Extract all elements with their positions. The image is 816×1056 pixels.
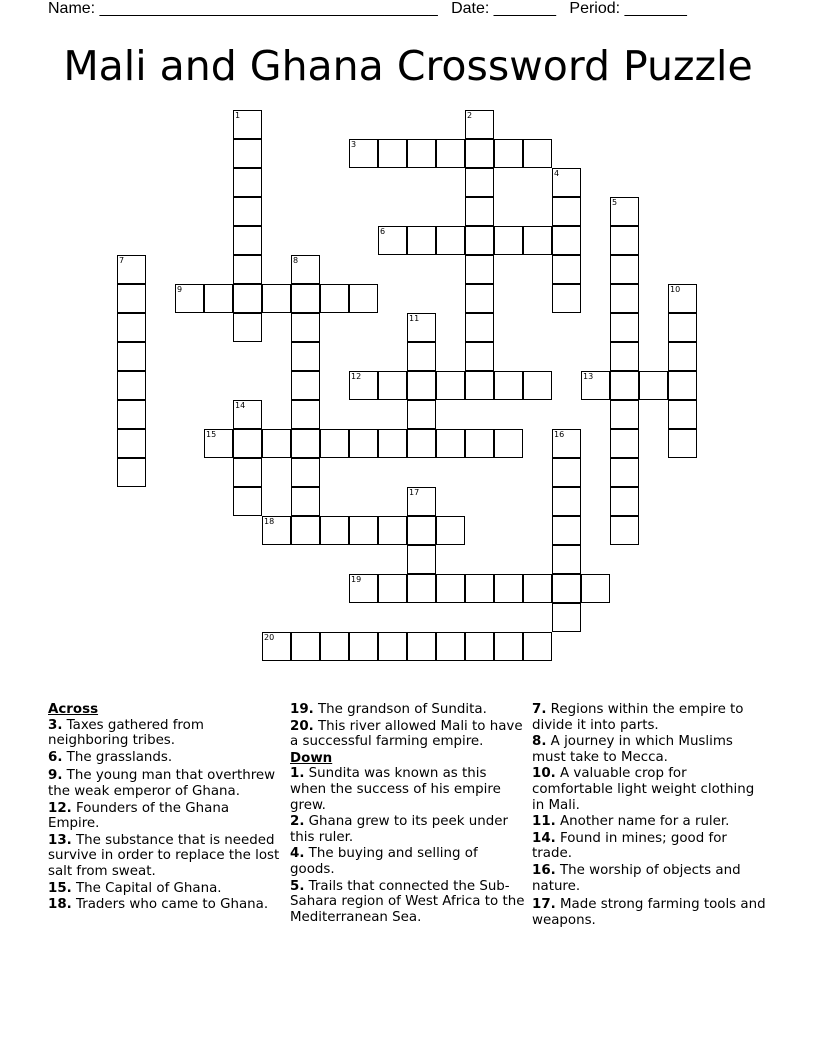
- grid-cell[interactable]: [320, 516, 349, 545]
- grid-cell[interactable]: [581, 574, 610, 603]
- clue-number: 6: [380, 227, 386, 236]
- grid-cell[interactable]: [610, 516, 639, 545]
- grid-cell[interactable]: [349, 632, 378, 661]
- grid-cell[interactable]: [117, 458, 146, 487]
- grid-cell[interactable]: [349, 429, 378, 458]
- clue-number: 19: [351, 575, 362, 584]
- grid-cell[interactable]: [233, 487, 262, 516]
- clue-number: 15: [206, 430, 217, 439]
- clue-number: 13: [583, 372, 594, 381]
- grid-cell[interactable]: [407, 516, 436, 545]
- clue-down-7: 7. Regions within the empire to divide it into parts.: [532, 702, 744, 733]
- grid-cell[interactable]: [465, 226, 494, 255]
- grid-cell[interactable]: [523, 574, 552, 603]
- grid-cell[interactable]: [465, 632, 494, 661]
- clue-across-15: 15. The Capital of Ghana.: [48, 880, 222, 896]
- grid-cell[interactable]: [291, 632, 320, 661]
- grid-cell[interactable]: [668, 284, 697, 313]
- grid-cell[interactable]: [291, 342, 320, 371]
- name-blank[interactable]: ______________________________________: [99, 0, 438, 17]
- date-blank[interactable]: _______: [493, 0, 557, 17]
- grid-cell[interactable]: [610, 487, 639, 516]
- clue-number: 14: [235, 401, 246, 410]
- clue-across-19: 19. The grandson of Sundita.: [290, 702, 487, 717]
- grid-cell[interactable]: [436, 516, 465, 545]
- grid-cell[interactable]: [407, 313, 436, 342]
- grid-cell[interactable]: [262, 632, 291, 661]
- across-title: Across: [48, 702, 99, 717]
- clue-number: 20: [264, 633, 275, 642]
- clue-number: 18: [264, 517, 275, 526]
- grid-cell[interactable]: [378, 139, 407, 168]
- grid-cell[interactable]: [233, 255, 262, 284]
- grid-cell[interactable]: [378, 371, 407, 400]
- page-title: Mali and Ghana Crossword Puzzle: [63, 42, 753, 90]
- grid-cell[interactable]: [552, 487, 581, 516]
- grid-cell[interactable]: [610, 255, 639, 284]
- grid-cell[interactable]: [436, 429, 465, 458]
- grid-cell[interactable]: [610, 226, 639, 255]
- grid-cell[interactable]: [262, 429, 291, 458]
- grid-cell[interactable]: [581, 371, 610, 400]
- grid-cell[interactable]: [233, 284, 262, 313]
- grid-cell[interactable]: [204, 429, 233, 458]
- grid-cell[interactable]: [262, 516, 291, 545]
- clue-number: 3: [351, 140, 357, 149]
- grid-cell[interactable]: [465, 255, 494, 284]
- clue-number: 1: [235, 111, 241, 120]
- grid-cell[interactable]: [523, 371, 552, 400]
- clue-down-4: 4. The buying and selling of goods.: [290, 846, 478, 877]
- grid-cell[interactable]: [552, 458, 581, 487]
- clue-down-11: 11. Another name for a ruler.: [532, 814, 730, 830]
- grid-cell[interactable]: [291, 516, 320, 545]
- grid-cell[interactable]: [349, 284, 378, 313]
- clue-number: 5: [612, 198, 618, 207]
- date-label: Date:: [451, 0, 490, 17]
- grid-cell[interactable]: [233, 400, 262, 429]
- grid-cell[interactable]: [494, 574, 523, 603]
- grid-cell[interactable]: [175, 284, 204, 313]
- grid-cell[interactable]: [320, 632, 349, 661]
- clue-number: 12: [351, 372, 362, 381]
- grid-cell[interactable]: [117, 400, 146, 429]
- grid-cell[interactable]: [117, 371, 146, 400]
- clue-down-1: 1. Sundita was known as this when the success of his empire grew.: [290, 766, 501, 813]
- grid-cell[interactable]: [552, 168, 581, 197]
- grid-cell[interactable]: [610, 284, 639, 313]
- grid-cell[interactable]: [233, 110, 262, 139]
- clue-across-18: 18. Traders who came to Ghana.: [48, 897, 269, 913]
- period-label: Period:: [569, 0, 621, 17]
- grid-cell[interactable]: [552, 226, 581, 255]
- grid-cell[interactable]: [668, 342, 697, 371]
- clue-number: 9: [177, 285, 183, 294]
- grid-cell[interactable]: [465, 574, 494, 603]
- grid-cell[interactable]: [407, 545, 436, 574]
- grid-cell[interactable]: [378, 516, 407, 545]
- clue-down-17: 17. Made strong farming tools and weapons.: [532, 897, 766, 928]
- grid-cell[interactable]: [349, 139, 378, 168]
- grid-cell[interactable]: [291, 255, 320, 284]
- grid-cell[interactable]: [552, 429, 581, 458]
- grid-cell[interactable]: [639, 371, 668, 400]
- clue-down-5: 5. Trails that connected the Sub-Sahara region of West Africa to the Mediterranean Sea.: [290, 878, 525, 925]
- grid-cell[interactable]: [117, 429, 146, 458]
- grid-cell[interactable]: [349, 371, 378, 400]
- grid-cell[interactable]: [610, 458, 639, 487]
- clue-number: 10: [670, 285, 681, 294]
- grid-cell[interactable]: [552, 284, 581, 313]
- clue-across-12: 12. Founders of the Ghana Empire.: [48, 800, 230, 832]
- period-blank[interactable]: _______: [624, 0, 687, 17]
- grid-cell[interactable]: [523, 226, 552, 255]
- grid-cell[interactable]: [610, 371, 639, 400]
- grid-cell[interactable]: [523, 139, 552, 168]
- clue-down-10: 10. A valuable crop for comfortable light weight clothing in Mali.: [532, 766, 755, 813]
- grid-cell[interactable]: [610, 197, 639, 226]
- grid-cell[interactable]: [610, 400, 639, 429]
- grid-cell[interactable]: [668, 371, 697, 400]
- clues-column-1: [48, 702, 284, 914]
- grid-cell[interactable]: [552, 545, 581, 574]
- grid-cell[interactable]: [494, 371, 523, 400]
- grid-cell[interactable]: [233, 139, 262, 168]
- grid-cell[interactable]: [291, 313, 320, 342]
- grid-cell[interactable]: [436, 574, 465, 603]
- grid-cell[interactable]: [668, 313, 697, 342]
- grid-cell[interactable]: [494, 226, 523, 255]
- grid-cell[interactable]: [552, 574, 581, 603]
- clue-across-13: 13. The substance that is needed survive in order to replace the lost salt from sweat.: [48, 832, 280, 879]
- grid-cell[interactable]: [407, 342, 436, 371]
- clue-number: 8: [293, 256, 299, 265]
- clue-down-16: 16. The worship of objects and nature.: [532, 862, 741, 894]
- grid-cell[interactable]: [436, 139, 465, 168]
- grid-cell[interactable]: [291, 487, 320, 516]
- grid-cell[interactable]: [465, 371, 494, 400]
- grid-cell[interactable]: [262, 284, 291, 313]
- grid-cell[interactable]: [233, 458, 262, 487]
- clues-column-3: [532, 702, 768, 929]
- grid-cell[interactable]: [407, 371, 436, 400]
- clue-number: 17: [409, 488, 420, 497]
- clues-column-2: [290, 702, 526, 926]
- grid-cell[interactable]: [552, 603, 581, 632]
- grid-cell[interactable]: [494, 429, 523, 458]
- grid-cell[interactable]: [465, 284, 494, 313]
- grid-cell[interactable]: [407, 487, 436, 516]
- grid-cell[interactable]: [407, 400, 436, 429]
- clue-across-6: 6. The grasslands.: [48, 749, 173, 765]
- clue-down-14: 14. Found in mines; good for trade.: [532, 830, 727, 862]
- grid-cell[interactable]: [465, 110, 494, 139]
- grid-cell[interactable]: [320, 284, 349, 313]
- grid-cell[interactable]: [610, 429, 639, 458]
- grid-cell[interactable]: [320, 429, 349, 458]
- grid-cell[interactable]: [523, 632, 552, 661]
- grid-cell[interactable]: [378, 429, 407, 458]
- clue-across-9: 9. The young man that overthrew the weak emperor of Ghana.: [48, 768, 276, 799]
- clue-across-3: 3. Taxes gathered from neighboring tribes.: [48, 717, 204, 749]
- grid-cell[interactable]: [233, 197, 262, 226]
- grid-cell[interactable]: [291, 429, 320, 458]
- grid-cell[interactable]: [291, 371, 320, 400]
- grid-cell[interactable]: [494, 139, 523, 168]
- grid-cell[interactable]: [552, 516, 581, 545]
- grid-cell[interactable]: [378, 226, 407, 255]
- grid-cell[interactable]: [610, 313, 639, 342]
- grid-cell[interactable]: [465, 139, 494, 168]
- grid-cell[interactable]: [233, 429, 262, 458]
- grid-cell[interactable]: [668, 429, 697, 458]
- grid-cell[interactable]: [494, 632, 523, 661]
- clue-across-20: 20. This river allowed Mali to have a successful farming empire.: [290, 718, 523, 750]
- grid-cell[interactable]: [552, 197, 581, 226]
- grid-cell[interactable]: [610, 342, 639, 371]
- grid-cell[interactable]: [291, 458, 320, 487]
- grid-cell[interactable]: [378, 632, 407, 661]
- grid-cell[interactable]: [465, 342, 494, 371]
- grid-cell[interactable]: [349, 516, 378, 545]
- grid-cell[interactable]: [407, 226, 436, 255]
- grid-cell[interactable]: [465, 313, 494, 342]
- grid-cell[interactable]: [668, 400, 697, 429]
- clue-number: 11: [409, 314, 420, 323]
- grid-cell[interactable]: [349, 574, 378, 603]
- grid-cell[interactable]: [117, 284, 146, 313]
- grid-cell[interactable]: [204, 284, 233, 313]
- grid-cell[interactable]: [407, 632, 436, 661]
- name-label: Name:: [48, 0, 96, 17]
- grid-cell[interactable]: [291, 400, 320, 429]
- grid-cell[interactable]: [465, 429, 494, 458]
- grid-cell[interactable]: [378, 574, 407, 603]
- clue-number: 7: [119, 256, 125, 265]
- grid-cell[interactable]: [117, 342, 146, 371]
- grid-cell[interactable]: [407, 139, 436, 168]
- clue-number: 16: [554, 430, 565, 439]
- clue-number: 2: [467, 111, 473, 120]
- grid-cell[interactable]: [436, 632, 465, 661]
- grid-cell[interactable]: [233, 168, 262, 197]
- grid-cell[interactable]: [407, 429, 436, 458]
- clue-number: 4: [554, 169, 560, 178]
- grid-cell[interactable]: [117, 255, 146, 284]
- grid-cell[interactable]: [436, 226, 465, 255]
- grid-cell[interactable]: [465, 197, 494, 226]
- grid-cell[interactable]: [407, 574, 436, 603]
- grid-cell[interactable]: [233, 313, 262, 342]
- down-title: Down: [290, 750, 333, 766]
- clue-down-2: 2. Ghana grew to its peek under this ruler.: [290, 814, 508, 845]
- grid-cell[interactable]: [233, 226, 262, 255]
- grid-cell[interactable]: [117, 313, 146, 342]
- grid-cell[interactable]: [552, 255, 581, 284]
- clue-down-8: 8. A journey in which Muslims must take to Mecca.: [532, 734, 733, 765]
- grid-cell[interactable]: [436, 371, 465, 400]
- grid-cell[interactable]: [291, 284, 320, 313]
- grid-cell[interactable]: [465, 168, 494, 197]
